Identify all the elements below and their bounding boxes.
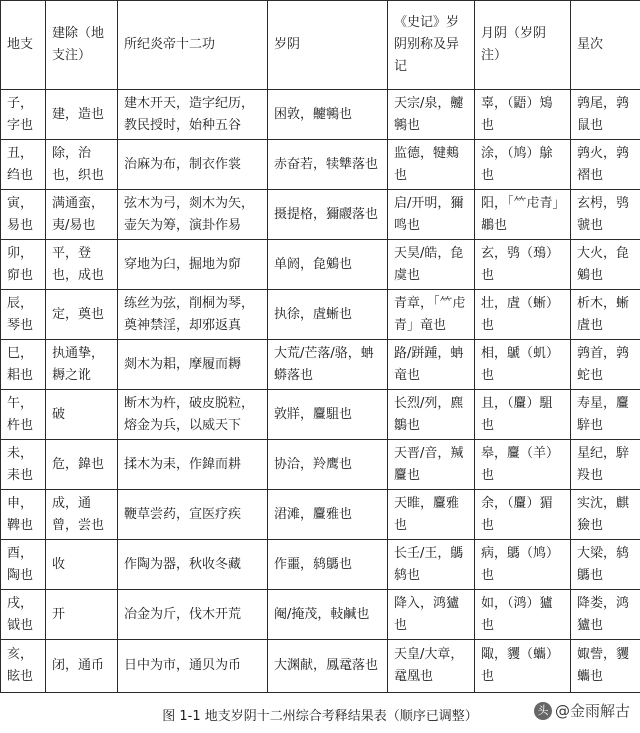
table-row (1, 440, 640, 490)
table-cell: 丑，绉也 (1, 140, 46, 190)
table-cell: 大渊献，鳳鼋落也 (268, 640, 388, 693)
table-cell: 壮，虘（蜥）也 (475, 290, 571, 340)
table-cell: 长烈/列，麃鶵也 (388, 390, 475, 440)
table-cell: 定，奠也 (46, 290, 118, 340)
table-cell: 辜，（鼯）鴙也 (475, 90, 571, 140)
table-cell: 执徐，虘蜥也 (268, 290, 388, 340)
table-cell: 阳，「⺮虍青」鶘也 (475, 190, 571, 240)
table-cell: 大梁，鸫鷌也 (571, 540, 640, 590)
table-cell: 玄枵，鸮虢也 (571, 190, 640, 240)
table-cell: 长壬/王，鷌鸫也 (388, 540, 475, 590)
table-cell: 涂，（鸠）鵌也 (475, 140, 571, 190)
table-cell: 剡木为耜，摩履而耨 (118, 340, 268, 390)
table-cell: 日中为市，通贝为币 (118, 640, 268, 693)
table-cell: 鞭草尝药，宣医疗疾 (118, 490, 268, 540)
table-row (1, 90, 640, 140)
header-cell: 月阴（岁阴注） (475, 1, 571, 90)
table-cell: 病，鷌（鸠）也 (475, 540, 571, 590)
table-cell: 冶金为斤，伐木开荒 (118, 590, 268, 640)
table-row (1, 540, 640, 590)
table-cell: 除，治也，织也 (46, 140, 118, 190)
table-cell: 涒滩，麠雅也 (268, 490, 388, 540)
table-cell: 赤奋若，犊犨落也 (268, 140, 388, 190)
watermark (534, 700, 630, 721)
table-cell: 寅，易也 (1, 190, 46, 240)
table-cell: 戌，钺也 (1, 590, 46, 640)
table-cell: 弦木为弓，剡木为矢，壶矢为筹，演卦作易 (118, 190, 268, 240)
table-cell: 监德，犍鷞也 (388, 140, 475, 190)
header-cell: 岁阴 (268, 1, 388, 90)
table-cell: 大荒/芒落/骆，蚺蟒落也 (268, 340, 388, 390)
table-cell: 平，登也，成也 (46, 240, 118, 290)
table-cell: 鹑尾，鹑鼠也 (571, 90, 640, 140)
table-cell: 酉，陶也 (1, 540, 46, 590)
table-header (1, 1, 640, 90)
table-cell: 天晋/音，羬麠也 (388, 440, 475, 490)
table-cell: 阉/掩茂，軙鹹也 (268, 590, 388, 640)
table-cell: 执通挚，耨之讹 (46, 340, 118, 390)
table-cell: 寿星，麠騂也 (571, 390, 640, 440)
table-cell: 敦牂，麠駔也 (268, 390, 388, 440)
table-cell: 困敦，䶑鸋也 (268, 90, 388, 140)
table-row (1, 140, 640, 190)
table-row (1, 190, 640, 240)
table-cell: 卯，窌也 (1, 240, 46, 290)
table-cell: 且，（麠）駔也 (475, 390, 571, 440)
table-cell: 申，鞞也 (1, 490, 46, 540)
table-cell: 子，字也 (1, 90, 46, 140)
table-row (1, 640, 640, 693)
table-row (1, 340, 640, 390)
table-cell: 治麻为布，制衣作裳 (118, 140, 268, 190)
table-cell: 大火，㲋鵵也 (571, 240, 640, 290)
header-cell: 建除（地支注） (46, 1, 118, 90)
table-cell: 作陶为器，秋收冬藏 (118, 540, 268, 590)
table-cell: 断木为杵，破皮脱粒，熔金为兵，以威天下 (118, 390, 268, 440)
table-cell: 建，造也 (46, 90, 118, 140)
table-cell: 天宗/泉，䶑鸋也 (388, 90, 475, 140)
table-cell: 单阏，㲋鵵也 (268, 240, 388, 290)
table-cell: 天昊/皓，㲋虞也 (388, 240, 475, 290)
table-cell: 辰，琴也 (1, 290, 46, 340)
table-cell: 青章，「⺮虍青」竜也 (388, 290, 475, 340)
table-cell: 穿地为臼，掘地为窌 (118, 240, 268, 290)
table-row (1, 290, 640, 340)
table-cell: 如，（鸿）獹也 (475, 590, 571, 640)
table-cell: 降娄，鸿獹也 (571, 590, 640, 640)
table-cell: 破 (46, 390, 118, 440)
table-cell: 相，鷈（虮）也 (475, 340, 571, 390)
table-cell: 亥，眩也 (1, 640, 46, 693)
table-cell: 开 (46, 590, 118, 640)
table-cell: 成，通曾，尝也 (46, 490, 118, 540)
header-cell: 《史记》岁阴别称及异记 (388, 1, 475, 90)
table-cell: 降入，鸿獹也 (388, 590, 475, 640)
watermark-handle: @金雨解古 (554, 702, 630, 720)
table-cell: 析木，蜥虘也 (571, 290, 640, 340)
table-cell: 午，杵也 (1, 390, 46, 440)
table-row (1, 240, 640, 290)
table-cell: 星纪，騂羖也 (571, 440, 640, 490)
header-row (1, 1, 640, 90)
table-cell: 天皇/大章，鼋凰也 (388, 640, 475, 693)
table-cell: 协洽，羚鹰也 (268, 440, 388, 490)
table-cell: 路/跰踵，蚺竜也 (388, 340, 475, 390)
table-cell: 练丝为弦，削桐为琴，奠神禁淫，却邪返真 (118, 290, 268, 340)
table-cell: 未，耒也 (1, 440, 46, 490)
header-cell: 地支 (1, 1, 46, 90)
table-row (1, 390, 640, 440)
table-cell: 巳，耜也 (1, 340, 46, 390)
table-cell: 揉木为耒，作鍏而耕 (118, 440, 268, 490)
table-cell: 实沈，麒獫也 (571, 490, 640, 540)
table-cell: 陬，貜（蠵）也 (475, 640, 571, 693)
table-caption: 图 1-1 地支岁阴十二州综合考释结果表（顺序已调整） (162, 709, 478, 724)
table-cell: 作噩，鸫鷌也 (268, 540, 388, 590)
table-cell: 皋，麠（羊）也 (475, 440, 571, 490)
table-body (1, 90, 640, 693)
table-cell: 余，（麠）猸也 (475, 490, 571, 540)
table-cell: 鹑火，鹑褶也 (571, 140, 640, 190)
header-cell: 所纪炎帝十二功 (118, 1, 268, 90)
table-cell: 天睢，麠雅也 (388, 490, 475, 540)
table-cell: 闭，通币 (46, 640, 118, 693)
toutiao-logo-icon: 头 (534, 702, 552, 720)
table-cell: 鹑首，鹑蛇也 (571, 340, 640, 390)
table-row (1, 590, 640, 640)
table-cell: 满通蛮，夷/易也 (46, 190, 118, 240)
table-cell: 收 (46, 540, 118, 590)
table-row (1, 490, 640, 540)
table-cell: 启/开明，獮鸣也 (388, 190, 475, 240)
table-cell: 娵訾，貜蠵也 (571, 640, 640, 693)
table-cell: 危，鍏也 (46, 440, 118, 490)
table-cell: 摄提格，獮鬷落也 (268, 190, 388, 240)
table-cell: 建木开天，造字纪历，教民授时，始种五谷 (118, 90, 268, 140)
table-cell: 玄，鸮（䲹）也 (475, 240, 571, 290)
header-cell: 星次 (571, 1, 640, 90)
